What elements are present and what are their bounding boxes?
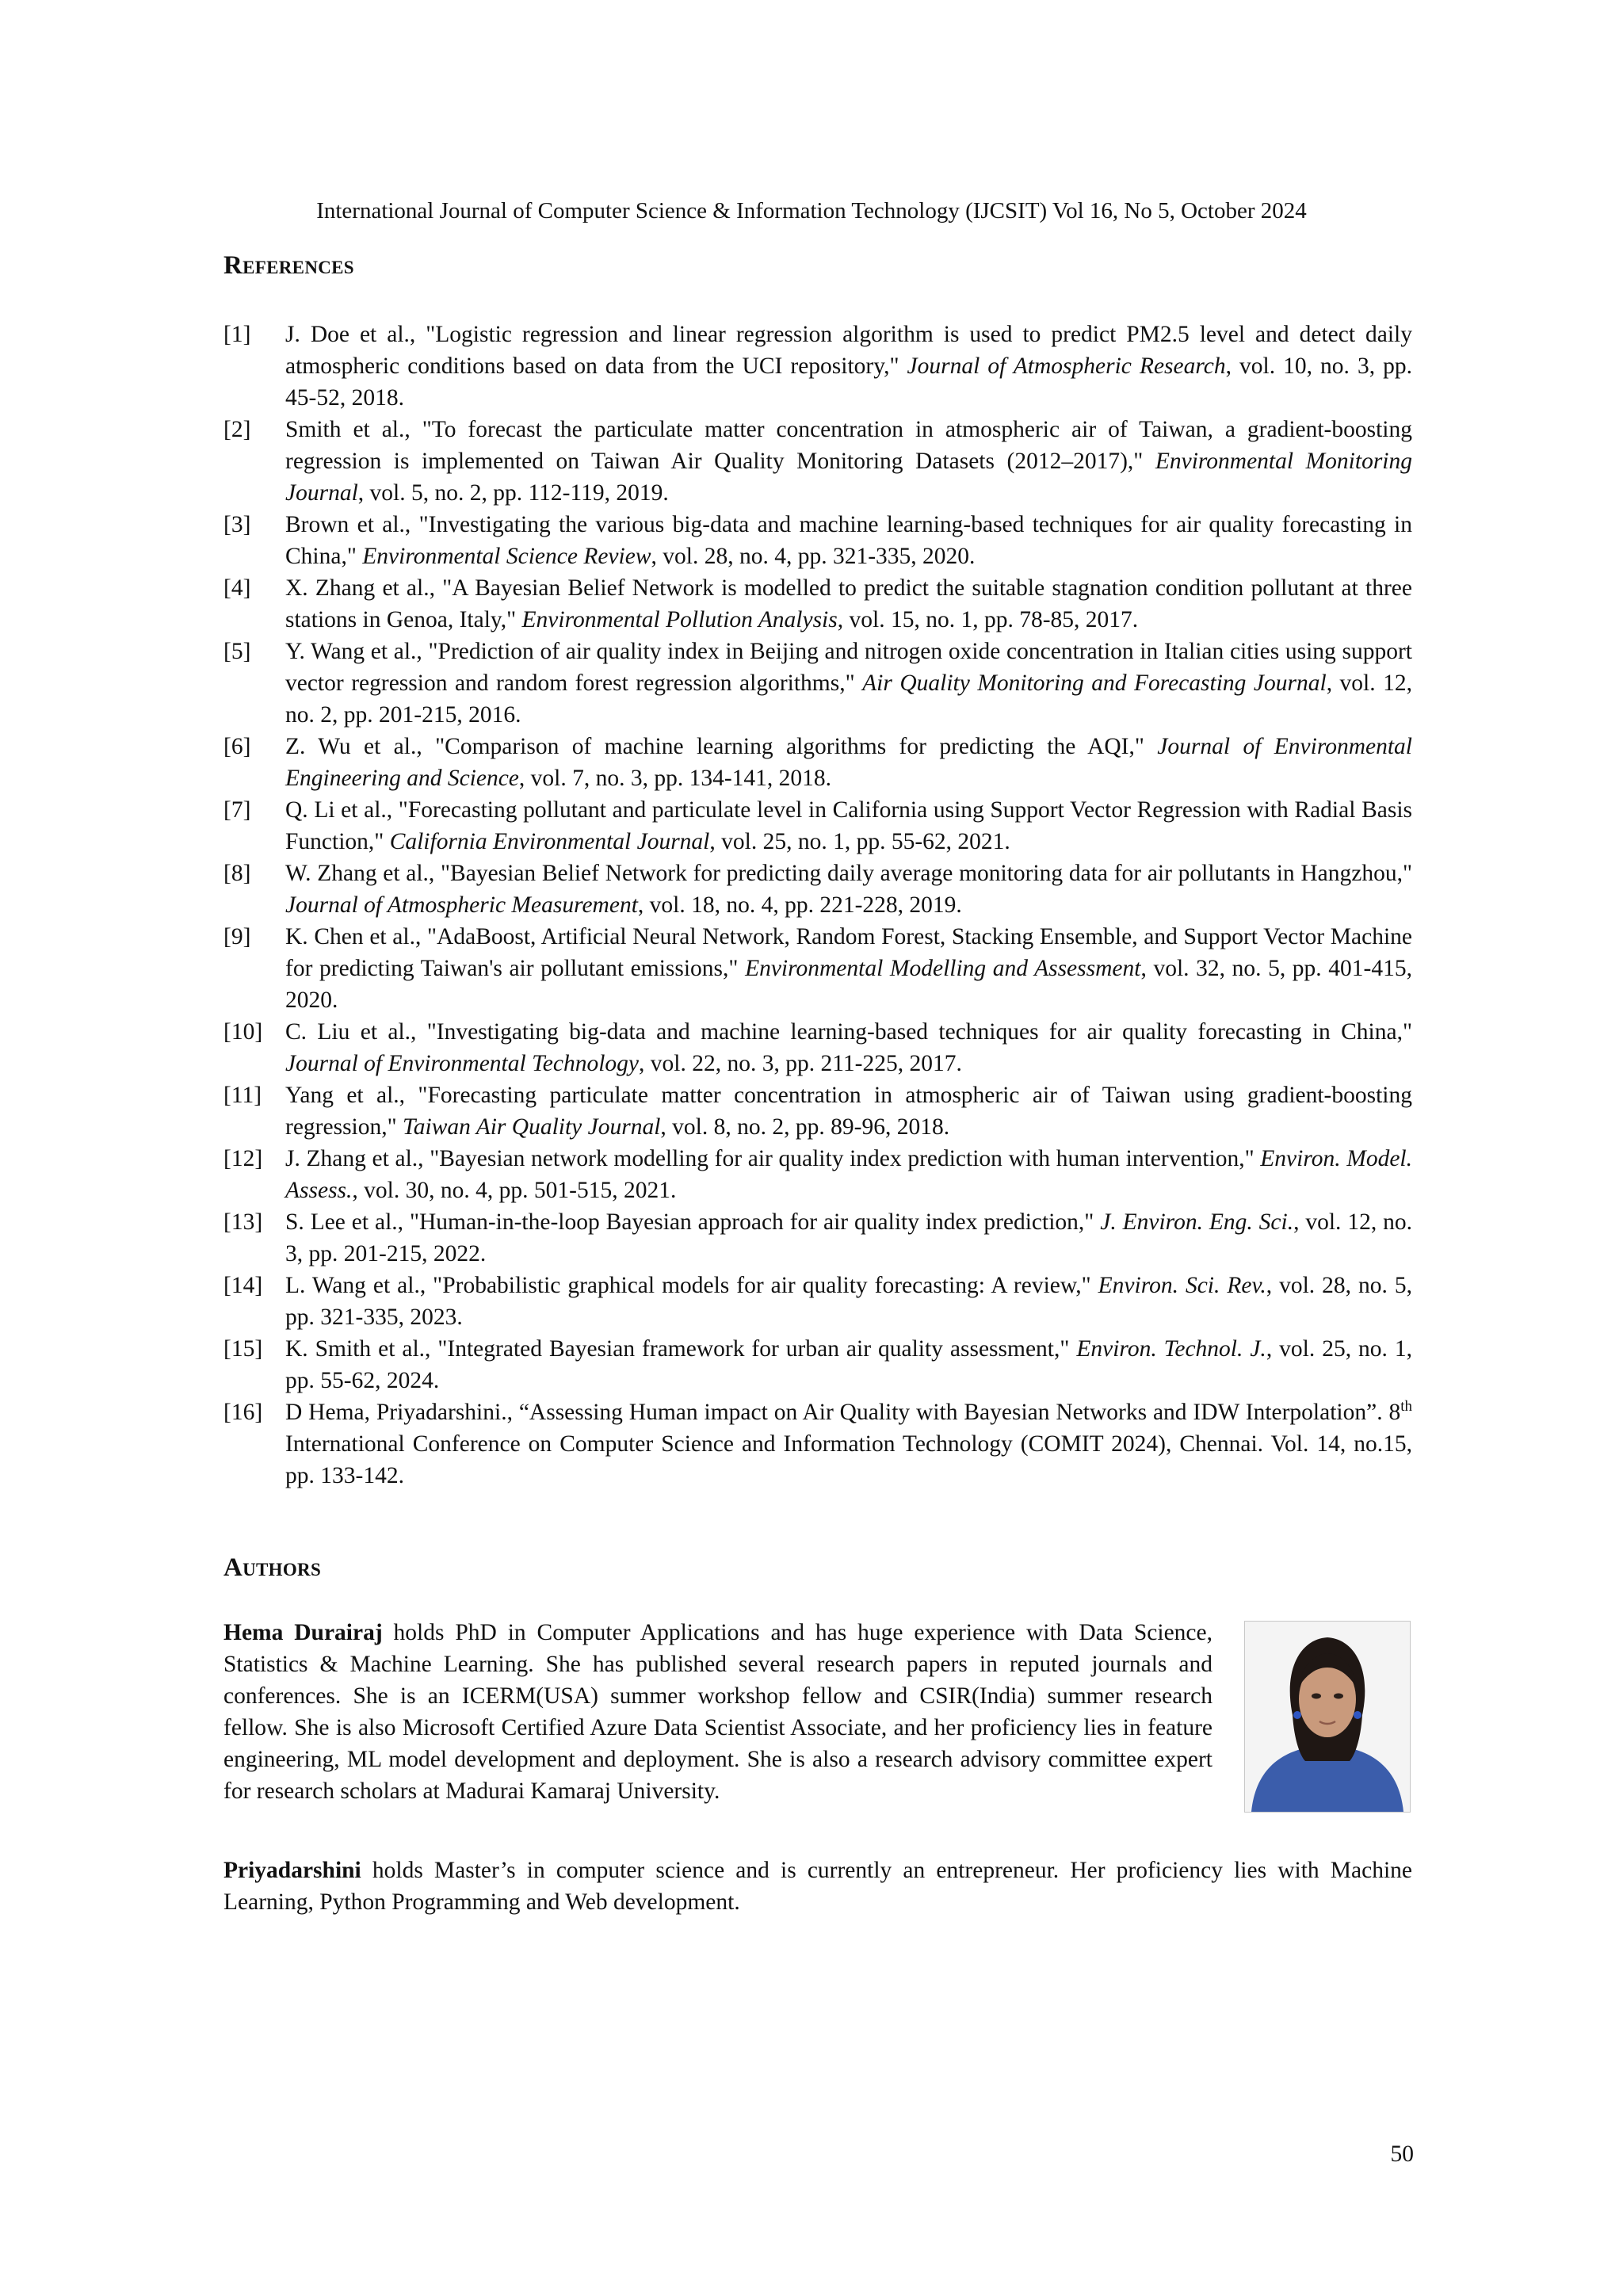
reference-number: [9]	[223, 924, 251, 949]
reference-journal: J. Environ. Eng. Sci.	[1100, 1209, 1294, 1235]
reference-details: , vol. 32, no. 5, pp. 401-415, 2020.	[285, 956, 1412, 1013]
reference-journal: Environ. Technol. J.	[1076, 1336, 1266, 1362]
reference-text	[285, 414, 1412, 509]
reference-details: , vol. 18, no. 4, pp. 221-228, 2019.	[637, 892, 962, 918]
reference-number: [10]	[223, 1019, 263, 1045]
reference-details: , vol. 7, no. 3, pp. 134-141, 2018.	[518, 766, 832, 791]
reference-item	[223, 1143, 1412, 1206]
reference-journal: Air Quality Monitoring and Forecasting Journal	[862, 670, 1327, 696]
reference-item	[223, 1270, 1412, 1333]
reference-body: K. Smith et al., "Integrated Bayesian framework for urban air quality assessment,"	[285, 1336, 1077, 1362]
reference-details: , vol. 15, no. 1, pp. 78-85, 2017.	[837, 607, 1139, 632]
reference-item	[223, 794, 1412, 858]
reference-journal: California Environmental Journal	[389, 829, 710, 854]
reference-body: Y. Wang et al., "Prediction of air quality index in Beijing and nitrogen oxide concentration in Italian cities using support vector regression and random forest regression algorithms,"	[285, 639, 1412, 696]
reference-body: Yang et al., "Forecasting particulate matter concentration in atmospheric air of Taiwan using gradient-boosting regression,"	[285, 1083, 1412, 1140]
reference-journal: Journal of Atmospheric Research	[907, 353, 1226, 379]
reference-body: C. Liu et al., "Investigating big-data and machine learning-based techniques for air quality forecasting in China,"	[285, 1019, 1412, 1045]
reference-number: [8]	[223, 861, 251, 886]
reference-journal: Taiwan Air Quality Journal	[403, 1114, 661, 1140]
reference-text	[285, 1206, 1412, 1270]
reference-item	[223, 921, 1412, 1016]
reference-body: Brown et al., "Investigating the various big-data and machine learning-based techniques for air quality forecasting in China,"	[285, 512, 1412, 569]
authors-heading: Authors	[223, 1553, 322, 1582]
reference-journal: Journal of Environmental Technology	[285, 1051, 640, 1076]
reference-number: [7]	[223, 797, 251, 823]
reference-number: [15]	[223, 1336, 263, 1362]
reference-journal: Environmental Pollution Analysis	[521, 607, 838, 632]
reference-body: J. Zhang et al., "Bayesian network modelling for air quality index prediction with human intervention,"	[285, 1146, 1261, 1171]
reference-number: [1]	[223, 322, 251, 347]
reference-journal: Environmental Science Review	[362, 544, 651, 569]
reference-item	[223, 1079, 1412, 1143]
reference-number: [5]	[223, 639, 251, 664]
reference-text	[285, 1333, 1412, 1396]
reference-item	[223, 572, 1412, 636]
reference-text	[285, 1079, 1412, 1143]
reference-body: X. Zhang et al., "A Bayesian Belief Network is modelled to predict the suitable stagnation condition pollutant at three stations in Genoa, Italy,"	[285, 575, 1412, 632]
reference-number: [3]	[223, 512, 251, 537]
reference-body: S. Lee et al., "Human-in-the-loop Bayesian approach for air quality index prediction,"	[285, 1209, 1101, 1235]
reference-text	[285, 572, 1412, 636]
reference-text	[285, 1396, 1412, 1492]
author-description: holds Master’s in computer science and is currently an entrepreneur. Her proficiency lies with Machine Learning, Python Programming and Web development.	[223, 1858, 1412, 1915]
reference-number: [2]	[223, 417, 251, 442]
reference-item	[223, 858, 1412, 921]
reference-journal: Environ. Model. Assess.	[285, 1146, 1413, 1203]
reference-text	[285, 858, 1412, 921]
reference-journal: Environmental Modelling and Assessment	[745, 956, 1141, 981]
reference-body: Z. Wu et al., "Comparison of machine learning algorithms for predicting the AQI,"	[285, 734, 1158, 759]
reference-item	[223, 509, 1412, 572]
reference-item	[223, 731, 1412, 794]
author-name: Hema Durairaj	[223, 1620, 383, 1645]
author-description: holds PhD in Computer Applications and has huge experience with Data Science, Statistics & Machine Learning. She has published several research papers in reputed journals and conferences. She is an ICERM(USA) summer workshop fellow and CSIR(India) summer research fellow. She is also Microsoft Certified Azure Data Scientist Associate, and her proficiency lies in feature engineering, ML model development and deployment. She is also a research advisory committee expert for research scholars at Madurai Kamaraj University.	[223, 1620, 1212, 1804]
reference-text	[285, 1143, 1412, 1206]
reference-journal: Journal of Atmospheric Measurement	[285, 892, 638, 918]
reference-body: D Hema, Priyadarshini., “Assessing Human impact on Air Quality with Bayesian Networks and IDW Interpolation”. 8	[285, 1400, 1401, 1425]
reference-item	[223, 1396, 1412, 1492]
reference-item	[223, 414, 1412, 509]
reference-details: , vol. 30, no. 4, pp. 501-515, 2021.	[352, 1178, 677, 1203]
reference-details: , vol. 25, no. 1, pp. 55-62, 2021.	[709, 829, 1010, 854]
reference-list	[223, 319, 1412, 1492]
ordinal-superscript: th	[1400, 1398, 1412, 1415]
reference-item	[223, 319, 1412, 414]
reference-item	[223, 636, 1412, 731]
reference-body: Smith et al., "To forecast the particulate matter concentration in atmospheric air of Taiwan, a gradient-boosting regression is implemented on Taiwan Air Quality Monitoring Datasets (2012–2017),"	[285, 417, 1412, 474]
reference-details: , vol. 12, no. 2, pp. 201-215, 2016.	[285, 670, 1412, 728]
reference-details: International Conference on Computer Science and Information Technology (COMIT 2024), Chennai. Vol. 14, no.15, pp. 133-142.	[285, 1431, 1412, 1488]
reference-details: , vol. 25, no. 1, pp. 55-62, 2024.	[285, 1336, 1412, 1393]
reference-details: , vol. 8, no. 2, pp. 89-96, 2018.	[660, 1114, 950, 1140]
reference-number: [12]	[223, 1146, 263, 1171]
reference-text	[285, 319, 1412, 414]
reference-text	[285, 1016, 1412, 1079]
reference-details: , vol. 28, no. 5, pp. 321-335, 2023.	[285, 1273, 1412, 1330]
reference-number: [6]	[223, 734, 251, 759]
reference-details: , vol. 22, no. 3, pp. 211-225, 2017.	[639, 1051, 962, 1076]
reference-journal: Environ. Sci. Rev.	[1098, 1273, 1266, 1298]
running-header: International Journal of Computer Science & Information Technology (IJCSIT) Vol 16, No 5, October 2024	[316, 198, 1307, 223]
reference-text	[285, 921, 1412, 1016]
references-heading: References	[223, 251, 354, 280]
reference-text	[285, 731, 1412, 794]
reference-text	[285, 636, 1412, 731]
reference-number: [13]	[223, 1209, 263, 1235]
reference-number: [16]	[223, 1400, 263, 1425]
author-portrait-icon	[1245, 1622, 1410, 1812]
reference-body: W. Zhang et al., "Bayesian Belief Network for predicting daily average monitoring data for air pollutants in Hangzhou,"	[285, 861, 1412, 886]
reference-body: L. Wang et al., "Probabilistic graphical models for air quality forecasting: A review,"	[285, 1273, 1098, 1298]
reference-body: Q. Li et al., "Forecasting pollutant and particulate level in California using Support Vector Regression with Radial Basis Function,"	[285, 797, 1412, 854]
author-bio-1	[223, 1617, 1212, 1807]
reference-number: [14]	[223, 1273, 263, 1298]
page-number: 50	[1390, 2141, 1414, 2167]
reference-details: , vol. 5, no. 2, pp. 112-119, 2019.	[357, 480, 669, 506]
reference-item	[223, 1206, 1412, 1270]
reference-body: J. Doe et al., "Logistic regression and linear regression algorithm is used to predict PM2.5 level and detect daily atmospheric conditions based on data from the UCI repository,"	[285, 322, 1412, 379]
reference-number: [4]	[223, 575, 251, 601]
reference-text	[285, 1270, 1412, 1333]
reference-text	[285, 509, 1412, 572]
reference-journal: Environmental Monitoring Journal	[285, 449, 1412, 506]
reference-number: [11]	[223, 1083, 262, 1108]
reference-journal: Journal of Environmental Engineering and Science	[285, 734, 1412, 791]
reference-body: K. Chen et al., "AdaBoost, Artificial Neural Network, Random Forest, Stacking Ensemble, and Support Vector Machine for predicting Taiwan's air pollutant emissions,"	[285, 924, 1412, 981]
reference-details: , vol. 28, no. 4, pp. 321-335, 2020.	[651, 544, 976, 569]
reference-item	[223, 1333, 1412, 1396]
reference-details: , vol. 10, no. 3, pp. 45-52, 2018.	[285, 353, 1412, 411]
author-photo	[1244, 1621, 1411, 1813]
reference-item	[223, 1016, 1412, 1079]
author-bio-2	[223, 1855, 1412, 1918]
reference-details: , vol. 12, no. 3, pp. 201-215, 2022.	[285, 1209, 1412, 1266]
author-name: Priyadarshini	[223, 1858, 361, 1883]
reference-text	[285, 794, 1412, 858]
